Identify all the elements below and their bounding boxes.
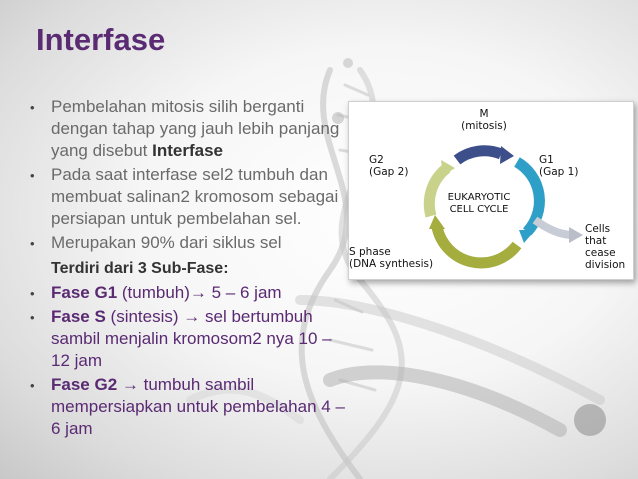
- m-phase-label-line2: (mitosis): [461, 120, 507, 132]
- bullet-list: [28, 96, 348, 442]
- s-phase-label-line1: S phase: [349, 246, 391, 258]
- bullet-item: [28, 374, 348, 440]
- s-phase-label: [349, 246, 433, 270]
- s-phase-arrowhead: [429, 215, 445, 229]
- cease-label-line3: division: [585, 259, 626, 271]
- bullet-text: (tumbuh)→ 5 – 6 jam: [117, 283, 282, 302]
- g1-phase-label-line2: (Gap 1): [539, 166, 579, 178]
- bullet-dot: •: [30, 310, 35, 325]
- bullet-dot: •: [30, 378, 35, 393]
- bullet-item: [28, 232, 348, 254]
- subheading: Terdiri dari 3 Sub-Fase:: [51, 260, 229, 277]
- g2-phase-label-line1: G2: [369, 154, 384, 166]
- g1-phase-label-line1: G1: [539, 154, 554, 166]
- m-phase-label: [449, 108, 519, 132]
- cease-division-label: [585, 223, 633, 271]
- m-phase-arc: [457, 151, 501, 160]
- g2-phase-label: [369, 154, 408, 178]
- bullet-item: [28, 164, 348, 230]
- cease-label-line2: cease: [585, 247, 616, 259]
- bullet-bold: Fase S: [51, 307, 106, 326]
- bullet-text: Merupakan 90% dari siklus sel: [51, 233, 282, 252]
- bullet-item: [28, 306, 348, 372]
- center-label-line2: CELL CYCLE: [449, 204, 509, 215]
- bullet-bold: Fase G2: [51, 375, 118, 394]
- bullet-text: Pembelahan mitosis silih berganti dengan tahap yang jauh lebih panjang yang disebut: [51, 97, 340, 160]
- bullet-text: (sintesis) → sel bertumbuh sambil menjalin kromosom2 nya 10 – 12 jam: [51, 307, 332, 370]
- g1-phase-arrowhead: [519, 230, 535, 243]
- m-phase-label-line1: M: [479, 108, 489, 120]
- bullet-text: → tumbuh sambil mempersiapkan untuk pembelahan 4 – 6 jam: [51, 375, 345, 438]
- cease-arrowhead: [569, 227, 583, 243]
- bullet-bold: Fase G1: [51, 283, 118, 302]
- s-phase-arc: [437, 227, 517, 263]
- g1-phase-label: [539, 154, 578, 178]
- g2-phase-label-line2: (Gap 2): [369, 166, 409, 178]
- bullet-dot: •: [30, 168, 35, 183]
- bullet-item: [28, 282, 348, 304]
- s-phase-label-line2: (DNA synthesis): [349, 258, 434, 270]
- cell-cycle-diagram: [348, 101, 634, 280]
- bullet-dot: •: [30, 286, 35, 301]
- cease-label-line1: Cells that: [585, 223, 611, 247]
- m-phase-arrowhead: [500, 146, 514, 164]
- cell-cycle-center-label: [436, 192, 522, 216]
- bullet-item: [28, 96, 348, 162]
- bullet-dot: •: [30, 100, 35, 115]
- center-label-line1: EUKARYOTIC: [447, 192, 511, 203]
- bullet-text: Pada saat interfase sel2 tumbuh dan membuat salinan2 kromosom sebagai persiapan untuk pembelahan sel.: [51, 165, 339, 228]
- bullet-bold: Interfase: [152, 141, 224, 160]
- slide-title: Interfase: [36, 22, 166, 57]
- cease-division-arrow: [535, 220, 571, 235]
- bullet-dot: •: [30, 236, 35, 251]
